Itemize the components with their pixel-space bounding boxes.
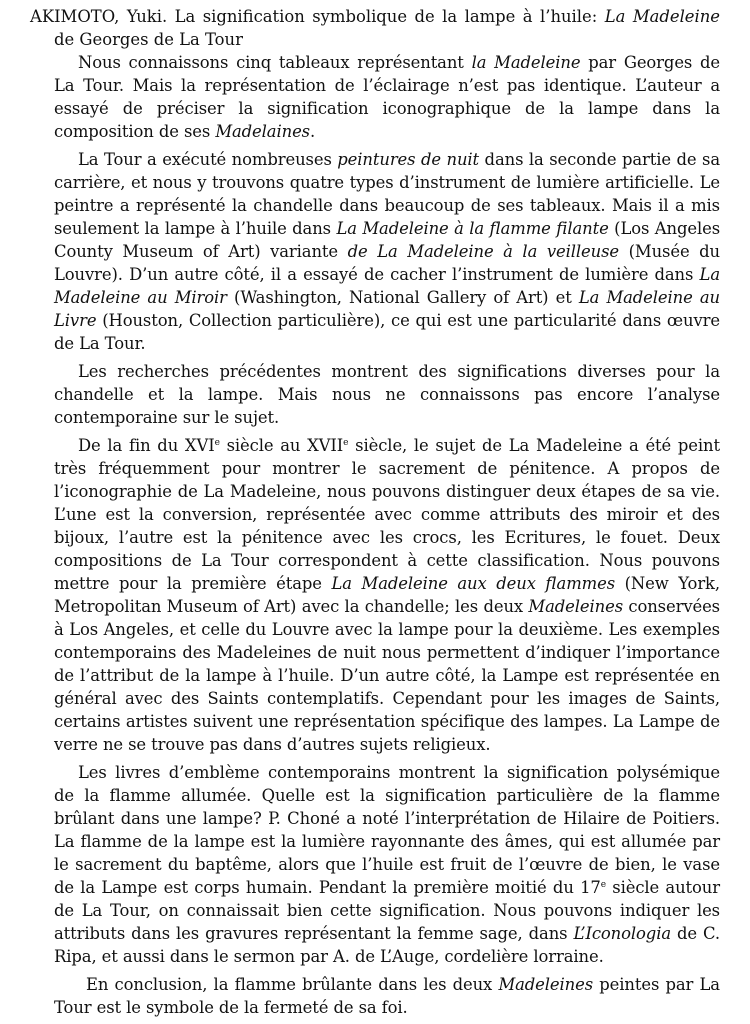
paragraph-text: peintes par La Tour est le symbole de la fermeté de sa foi. xyxy=(54,975,720,1017)
italic-text: Madeleines xyxy=(498,975,594,994)
paragraph xyxy=(54,148,720,355)
superscript: e xyxy=(214,438,220,448)
italic-text: de La Madeleine à la veilleuse xyxy=(347,242,619,261)
paragraph-text: (Musée du Louvre). D’un autre côté, il a essayé de cacher l’instrument de lumière dans xyxy=(54,242,720,284)
paragraph xyxy=(54,973,720,1019)
italic-text: Madeleines xyxy=(528,597,624,616)
italic-text: Madelaines xyxy=(215,122,310,141)
abstract-body xyxy=(30,51,720,1019)
italic-text: La Madeleine aux deux flammes xyxy=(331,574,616,593)
paragraph-text: de C. Ripa, et aussi dans le sermon par A. de L’Auge, cordelière lorraine. xyxy=(54,924,720,966)
paragraph-text: (Houston, Collection particulière), ce qui est une particularité dans œuvre de La Tour. xyxy=(54,311,720,353)
paragraph-text: (New York, Metropolitan Museum of Art) avec la chandelle; les deux xyxy=(54,574,720,616)
italic-text: La Madeleine au Miroir xyxy=(54,265,720,307)
italic-text: L’Iconologia xyxy=(573,924,672,943)
italic-text: La Madeleine au Livre xyxy=(54,288,720,330)
paragraph xyxy=(54,434,720,756)
paragraph-text: De la fin du XVI xyxy=(78,436,215,455)
paragraph-text: siècle au XVII xyxy=(219,436,344,455)
paragraph xyxy=(54,360,720,429)
paragraph-text: En conclusion, la flamme brûlante dans les deux xyxy=(86,975,499,994)
italic-text: peintures de nuit xyxy=(337,150,480,169)
paragraph-text: siècle autour de La Tour, on connaissait bien cette signification. Nous pouvons indiquer les attributs dans les gravures représentant la femme sage, dans xyxy=(54,878,721,943)
paragraph-text: Les recherches précédentes montrent des significations diverses pour la chandelle et la lampe. Mais nous ne connaissons pas encore l’analyse contemporaine sur le sujet. xyxy=(54,362,720,427)
paragraph-text: siècle, le sujet de La Madeleine a été peint très fréquemment pour montrer le sacrement de pénitence. A propos de l’iconographie de La Madeleine, nous pouvons distinguer deux étapes de sa vie. L’une est la conversion, représentée avec comme attributs des miroir et des bijoux, l’autre est la pénitence avec les crocs, les Ecritures, le fouet. Deux compositions de La Tour correspondent à cette classification. Nous pouvons mettre pour la première étape xyxy=(54,436,720,593)
italic-text: la Madeleine xyxy=(471,53,581,72)
italic-text: La Madeleine à la flamme filante xyxy=(336,219,609,238)
paragraph-text: conservées à Los Angeles, et celle du Louvre avec la lampe pour la deuxième. Les exemples contemporains des Madeleines de nuit nous permettent d’indiquer l’importance de l’attribut de la lampe à l’huile. D’un autre côté, la Lampe est représentée en général avec des Saints contemplatifs. Cependant pour les images de Saints, certains artistes suivent une représentation spécifique des lampes. La Lampe de verre ne se trouve pas dans d’autres sujets religieux. xyxy=(54,597,720,754)
paragraph-text: par Georges de La Tour. Mais la représentation de l’éclairage n’est pas identique. L’auteur a essayé de préciser la signification iconographique de la lampe dans la composition de ses xyxy=(54,53,720,141)
paragraph-text: Nous connaissons cinq tableaux représentant xyxy=(78,53,472,72)
paragraph-text: (Washington, National Gallery of Art) et xyxy=(226,288,579,307)
article-title-end: de Georges de La Tour xyxy=(54,30,243,49)
superscript: e xyxy=(343,438,349,448)
paragraph-text: La Tour a exécuté nombreuses xyxy=(78,150,338,169)
document-page xyxy=(30,5,720,1024)
paragraph xyxy=(54,761,720,968)
paragraph-text: dans la seconde partie de sa carrière, et nous y trouvons quatre types d’instrument de lumière artificielle. Le peintre a représenté la chandelle dans beaucoup de ses tableaux. Mais il a mis seulement la lampe à l’huile dans xyxy=(54,150,720,238)
paragraph-text: Les livres d’emblème contemporains montrent la signification polysémique de la flamme allumée. Quelle est la signification particulière de la flamme brûlant dans une lampe? P. Choné a noté l’interprétation de Hilaire de Poitiers. La flamme de la lampe est la lumière rayonnante des âmes, qui est allumée par le sacrement du baptême, alors que l’huile est fruit de l’œuvre de bien, le vase de la Lampe est corps humain. Pendant la première moitié du 17 xyxy=(54,763,720,897)
paragraph-text: (Los Angeles County Museum of Art) variante xyxy=(54,219,721,261)
paragraph-text: . xyxy=(309,122,316,141)
author-name: AKIMOTO, Yuki. xyxy=(30,7,168,26)
article-heading xyxy=(30,5,720,51)
article-title-italic: La Madeleine xyxy=(604,7,721,26)
superscript: e xyxy=(600,880,606,890)
article-title-text: La signification symbolique de la lampe à l’huile: xyxy=(167,7,605,26)
paragraph xyxy=(54,51,720,143)
